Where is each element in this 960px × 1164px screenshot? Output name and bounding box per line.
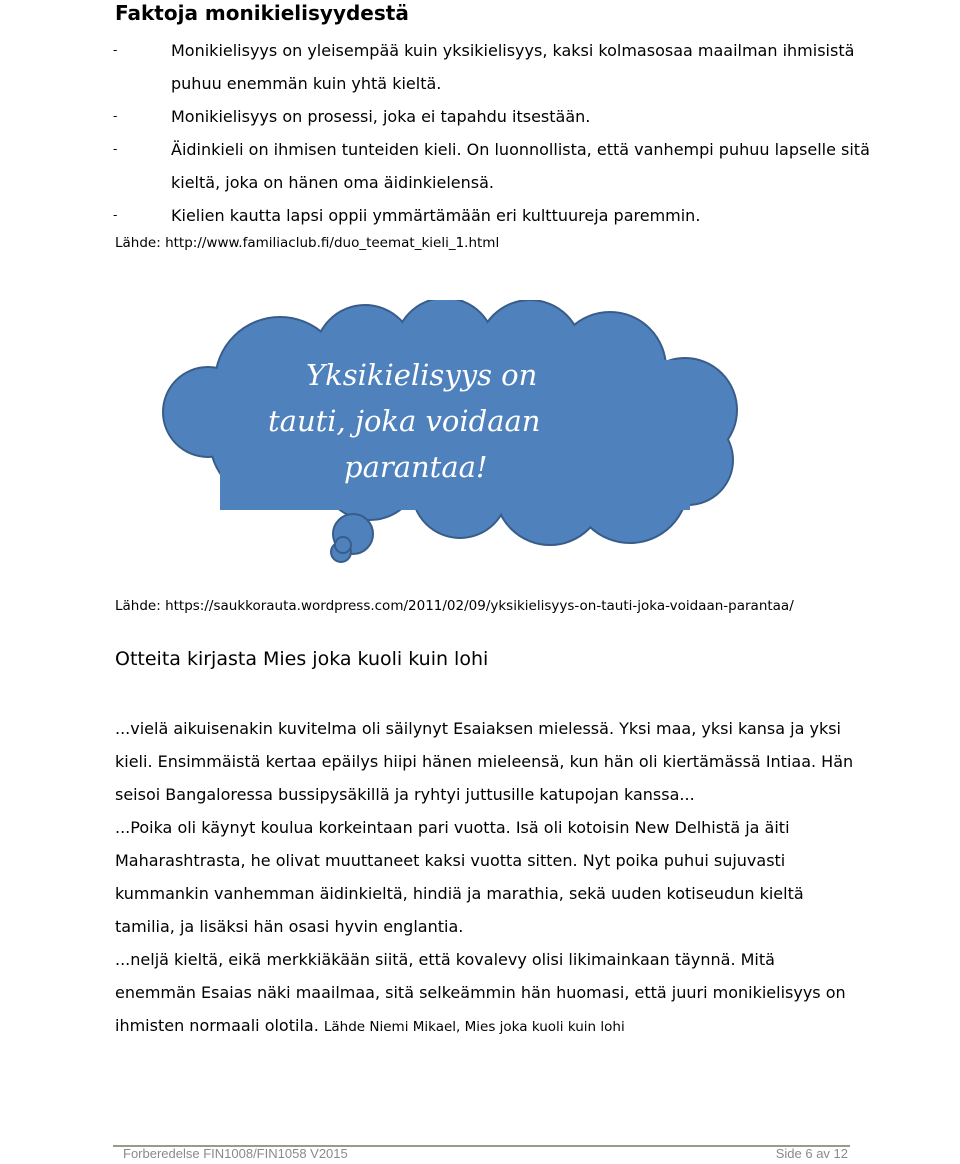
list-item-text: Monikielisyys on yleisempää kuin yksikielisyys, kaksi kolmasosaa maailman ihmisistä puhuu enemmän kuin yhtä kieltä. xyxy=(171,41,855,93)
list-item-text: Äidinkieli on ihmisen tunteiden kieli. On luonnollista, että vanhempi puhuu lapselle sitä kieltä, joka on hänen oma äidinkielensä. xyxy=(171,140,870,192)
source-link-cloud[interactable]: Lähde: https://saukkorauta.wordpress.com/2011/02/09/yksikielisyys-on-tauti-joka-voidaan-parantaa/ xyxy=(115,598,794,614)
footer-course: Forberedelse FIN1008/FIN1058 V2015 xyxy=(123,1146,348,1161)
bullet-marker: - xyxy=(113,109,118,123)
list-item-text: Monikielisyys on prosessi, joka ei tapahdu itsestään. xyxy=(171,107,591,126)
source-link-facts[interactable]: Lähde: http://www.familiaclub.fi/duo_teemat_kieli_1.html xyxy=(115,235,500,251)
excerpt-text xyxy=(115,712,855,1044)
excerpt-paragraph xyxy=(115,943,855,1044)
list-item xyxy=(0,133,871,199)
excerpt-paragraph: ...Poika oli käynyt koulua korkeintaan pari vuotta. Isä oli kotoisin New Delhistä ja äiti Maharashtrasta, he olivat muuttaneet kaksi vuotta sitten. Nyt poika puhui sujuvasti kummankin vanhemman äidinkieltä, hindiä ja marathia, sekä uuden kotiseudun kieltä tamilia, ja lisäksi hän osasi hyvin englantia. xyxy=(115,818,804,936)
list-item xyxy=(0,34,871,100)
cloud-line: parantaa! xyxy=(344,450,488,484)
thought-bubbles xyxy=(331,514,373,562)
page-number: Side 6 av 12 xyxy=(775,1146,848,1161)
excerpt-paragraph: ...vielä aikuisenakin kuvitelma oli säilynyt Esaiaksen mielessä. Yksi maa, yksi kansa ja yksi kieli. Ensimmäistä kertaa epäilys hiipi hänen mieleensä, kun hän oli kiertämässä Intiaa. Hän seisoi Bangaloressa bussipysäkillä ja ryhtyi juttusille katupojan kanssa... xyxy=(115,719,854,804)
page-footer xyxy=(123,1146,848,1162)
excerpt-paragraph-text: ...neljä kieltä, eikä merkkiäkään siitä, että kovalevy olisi likimainkaan täynnä. Mitä enemmän Esaias näki maailmaa, sitä selkeämmin hän huomasi, että juuri monikielisyys on ihmisten normaali olotila. xyxy=(115,950,846,1035)
cloud-line: Yksikielisyys on xyxy=(306,358,538,392)
section-title-excerpts: Otteita kirjasta Mies joka kuoli kuin lohi xyxy=(115,648,489,670)
list-item xyxy=(0,199,871,232)
section-title-facts: Faktoja monikielisyydestä xyxy=(115,1,409,25)
list-item-text: Kielien kautta lapsi oppii ymmärtämään eri kulttuureja paremmin. xyxy=(171,206,701,225)
bullet-marker: - xyxy=(113,208,118,222)
list-item xyxy=(0,100,871,133)
bullet-marker: - xyxy=(113,142,118,156)
bullet-marker: - xyxy=(113,43,118,57)
cloud-text xyxy=(250,352,620,490)
citation: Lähde Niemi Mikael, Mies joka kuoli kuin lohi xyxy=(323,1019,625,1035)
facts-list xyxy=(0,34,960,232)
cloud-line: tauti, joka voidaan xyxy=(268,404,541,438)
